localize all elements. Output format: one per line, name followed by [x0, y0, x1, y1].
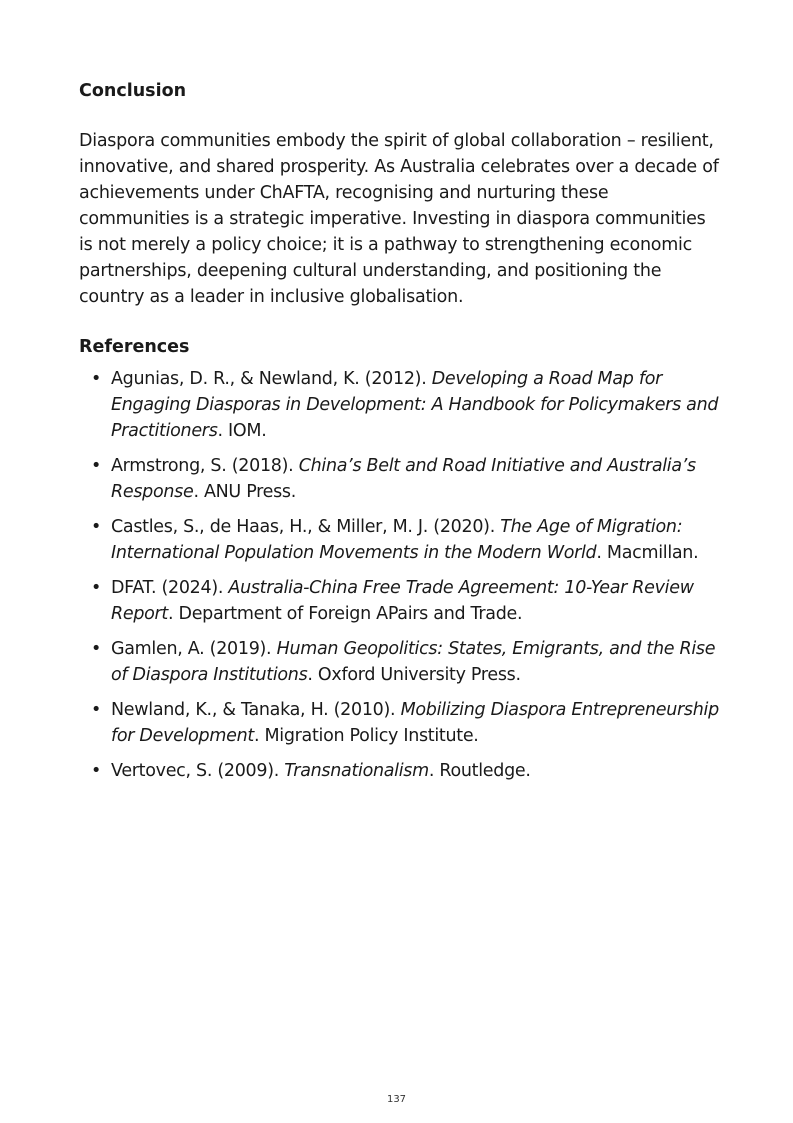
- bullet-icon: •: [91, 517, 102, 537]
- conclusion-paragraph: Diaspora communities embody the spirit of global collaboration – resilient, innovative, and shared prosperity. As Australia celebrates over a decade of achievements under ChAFTA, recognising and nurturing these communities is a strategic imperative. Investing in diaspora communities is not merely a policy choice; it is a pathway to strengthening economic partnerships, deepening cultural understanding, and positioning the country as a leader in inclusive globalisation.: [79, 131, 719, 307]
- reference-item: • Castles, S., de Haas, H., & Miller, M. J. (2020). The Age of Migration: International Population Movements in the Modern World. Macmillan.: [79, 514, 719, 566]
- reference-item: • Gamlen, A. (2019). Human Geopolitics: States, Emigrants, and the Rise of Diaspora Institutions. Oxford University Press.: [79, 636, 719, 688]
- bullet-icon: •: [91, 700, 102, 720]
- bullet-icon: •: [91, 369, 102, 389]
- bullet-icon: •: [91, 578, 102, 598]
- reference-item: • DFAT. (2024). Australia-China Free Trade Agreement: 10-Year Review Report. Department of Foreign APairs and Trade.: [79, 575, 719, 627]
- document-page: [79, 78, 719, 793]
- reference-item: • Newland, K., & Tanaka, H. (2010). Mobilizing Diaspora Entrepreneurship for Development. Migration Policy Institute.: [79, 697, 719, 749]
- bullet-icon: •: [91, 456, 102, 476]
- reference-item: • Vertovec, S. (2009). Transnationalism. Routledge.: [79, 758, 719, 784]
- bullet-icon: •: [91, 761, 102, 781]
- reference-item: • Agunias, D. R., & Newland, K. (2012). Developing a Road Map for Engaging Diasporas in Development: A Handbook for Policymakers and Practitioners. IOM.: [79, 366, 719, 444]
- references-heading: References: [79, 337, 190, 357]
- references-list: [79, 366, 719, 784]
- page-number: 137: [386, 1094, 407, 1105]
- reference-item: • Armstrong, S. (2018). China’s Belt and Road Initiative and Australia’s Response. ANU Press.: [79, 453, 719, 505]
- conclusion-heading: Conclusion: [79, 81, 187, 101]
- bullet-icon: •: [91, 639, 102, 659]
